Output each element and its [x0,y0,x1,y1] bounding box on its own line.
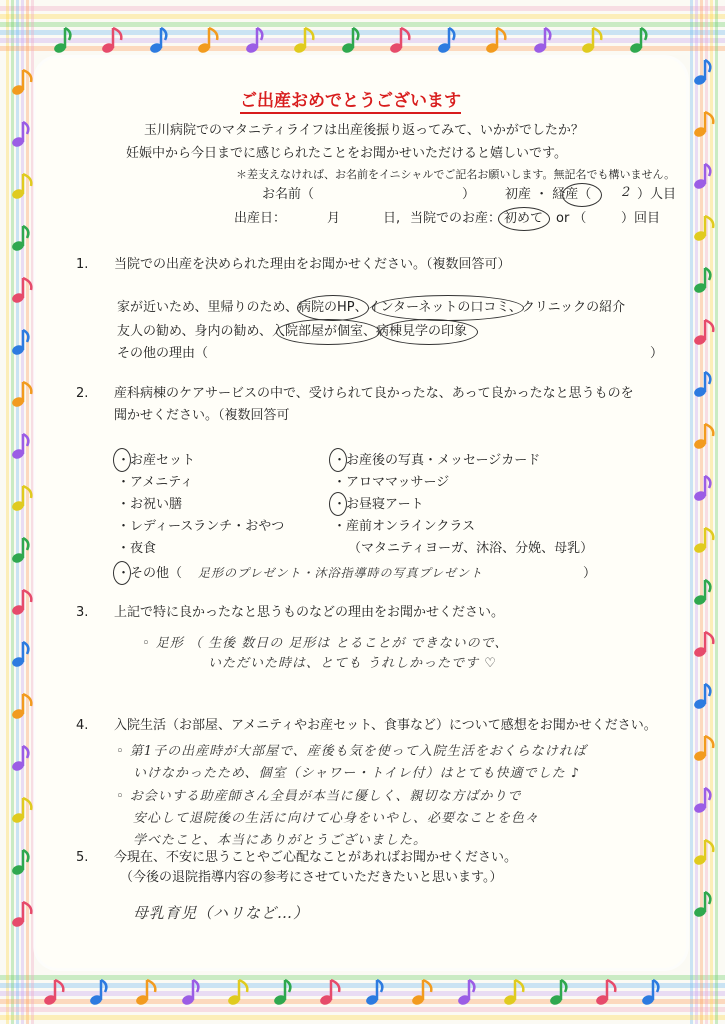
intro-line-1: 玉川病院でのマタニティライフは出産後振り返ってみて、いかがでしたか？ [144,123,584,138]
page-title: ご出産おめでとうございます [240,86,461,114]
circle-tour [380,319,478,345]
or-label: or （ [556,211,587,226]
q2-item-night-snack: ・夜食 [117,541,157,556]
count-unit: ）回目 [621,211,661,226]
q3-question: 上記で特に良かったなと思うものなどの理由をお聞かせください。 [114,605,505,620]
border-stripe [705,0,708,1024]
name-label: お名前（ [262,187,315,202]
first-time-option: 初めて [504,211,544,226]
border-stripe [700,0,703,1024]
circle-private-room [276,319,380,345]
q5-answer: 母乳育児（ハリなど…） [133,904,310,922]
q2-item-amenity: ・アメニティ [117,475,194,490]
q2-item-aroma-massage: ・アロママッサージ [333,475,450,490]
q2-item-celebration-meal: ・お祝い膳 [117,497,183,512]
border-stripe [710,0,713,1024]
q4-answer-2: いけなかったため、個室（シャワー・トイレ付）はとても快適でした ♪ [133,766,580,781]
border-stripe [6,0,9,1024]
q2-item-online-class: ・産前オンラインクラス [333,519,475,534]
q1-question: 当院での出産を決められた理由をお聞かせください。（複数回答可） [114,257,511,272]
q3-number: 3. [76,605,89,620]
q2-item-osan-set: ・お産セット [117,453,196,468]
border-stripe [0,1007,725,1012]
birth-day: 日, [383,211,401,226]
border-stripe [0,38,725,43]
initials-note: ＊差支えなければ、お名前をイニシャルでご記名お願いします。無記名でも構いません。 [236,168,676,181]
mark-photo-card [329,448,347,472]
q2-number: 2. [76,386,89,401]
border-stripe [31,0,34,1024]
birth-count-label: 当院でのお産： [410,211,502,226]
q5-number: 5. [76,850,89,865]
intro-line-2: 妊娠中から今日までに感じられたことをお聞かせいただけると嬉しいです。 [126,146,567,161]
parity-unit: ）人目 [637,187,677,202]
q1-options-line-2: 友人の勧め、身内の勧め、入院部屋が個室、病棟見学の印象 [117,324,467,339]
q2-other-close: ） [583,566,597,581]
q3-answer-2: いただいた時は、とても うれしかったです ♡ [208,656,497,671]
mark-osan-set [113,448,131,472]
q4-question: 入院生活（お部屋、アメニティやお産セット、食事など）について感想をお聞かせください。 [114,718,657,733]
q4-answer-1: ◦ 第1子の出産時が大部屋で、産後も気を使って入院生活をおくらなければ [116,744,587,759]
name-close: ） [462,187,476,202]
border-stripe [0,6,725,11]
q5-subtext: （今後の退院指導内容の参考にさせていただきたいと思います。） [120,870,503,885]
q1-other-close: ） [650,346,664,361]
q2-online-class-detail: （マタニティヨーガ、沐浴、分娩、母乳） [348,541,594,556]
q4-answer-3: ◦ お会いする助産師さん全員が本当に優しく、親切な方ばかりで [116,789,522,804]
q2-item-other: ・その他（ [117,566,183,581]
border-stripe [0,975,725,980]
q1-options-line-1: 家が近いため、里帰りのため、病院のHP、インターネットの口コミ、クリニックの紹介 [117,300,626,315]
border-stripe [0,1015,725,1020]
parity-value: 2 [622,185,632,200]
border-stripe [0,22,725,27]
q5-question: 今現在、不安に思うことやご心配なことがあればお聞かせください。 [114,850,518,865]
border-stripe [0,30,725,35]
border-stripe [690,0,693,1024]
q1-number: 1. [76,257,89,272]
first-time-circle [498,207,550,231]
circle-internet [372,295,524,321]
q4-answer-4: 安心して退院後の生活に向けて心身をいやし、必要なことを色々 [133,811,540,826]
border-stripe [0,999,725,1004]
q3-answer-1: ◦ 足形 （ 生後 数日の 足形は とることが できないので、 [142,636,509,651]
q2-question-2: 聞かせください。（複数回答可 [114,408,290,423]
q1-other-label: その他の理由（ [117,346,209,361]
circle-hp [297,295,369,321]
mark-other [113,561,131,585]
parity-circle [562,183,602,207]
border-stripe [715,0,718,1024]
mark-nap-art [329,492,347,516]
q2-item-nap-art: ・お昼寝アート [333,497,424,512]
border-stripe [0,14,725,19]
q2-item-photo-card: ・お産後の写真・メッセージカード [333,453,541,468]
birth-month: 月 [327,211,341,226]
parity-label: 初産 ・ 経産（ [505,187,592,202]
birth-date-label: 出産日： [234,211,287,226]
q2-question-1: 産科病棟のケアサービスの中で、受けられて良かったな、あって良かったなと思うものを [114,386,634,401]
q2-item-ladies-lunch: ・レディースランチ・おやつ [117,519,285,534]
q4-answer-5: 学べたこと、本当にありがとうございました。 [133,833,428,848]
border-stripe [26,0,29,1024]
border-stripe [695,0,698,1024]
q2-other-answer: 足形のプレゼント・沐浴指導時の写真プレゼント [198,566,484,580]
q4-number: 4. [76,718,89,733]
